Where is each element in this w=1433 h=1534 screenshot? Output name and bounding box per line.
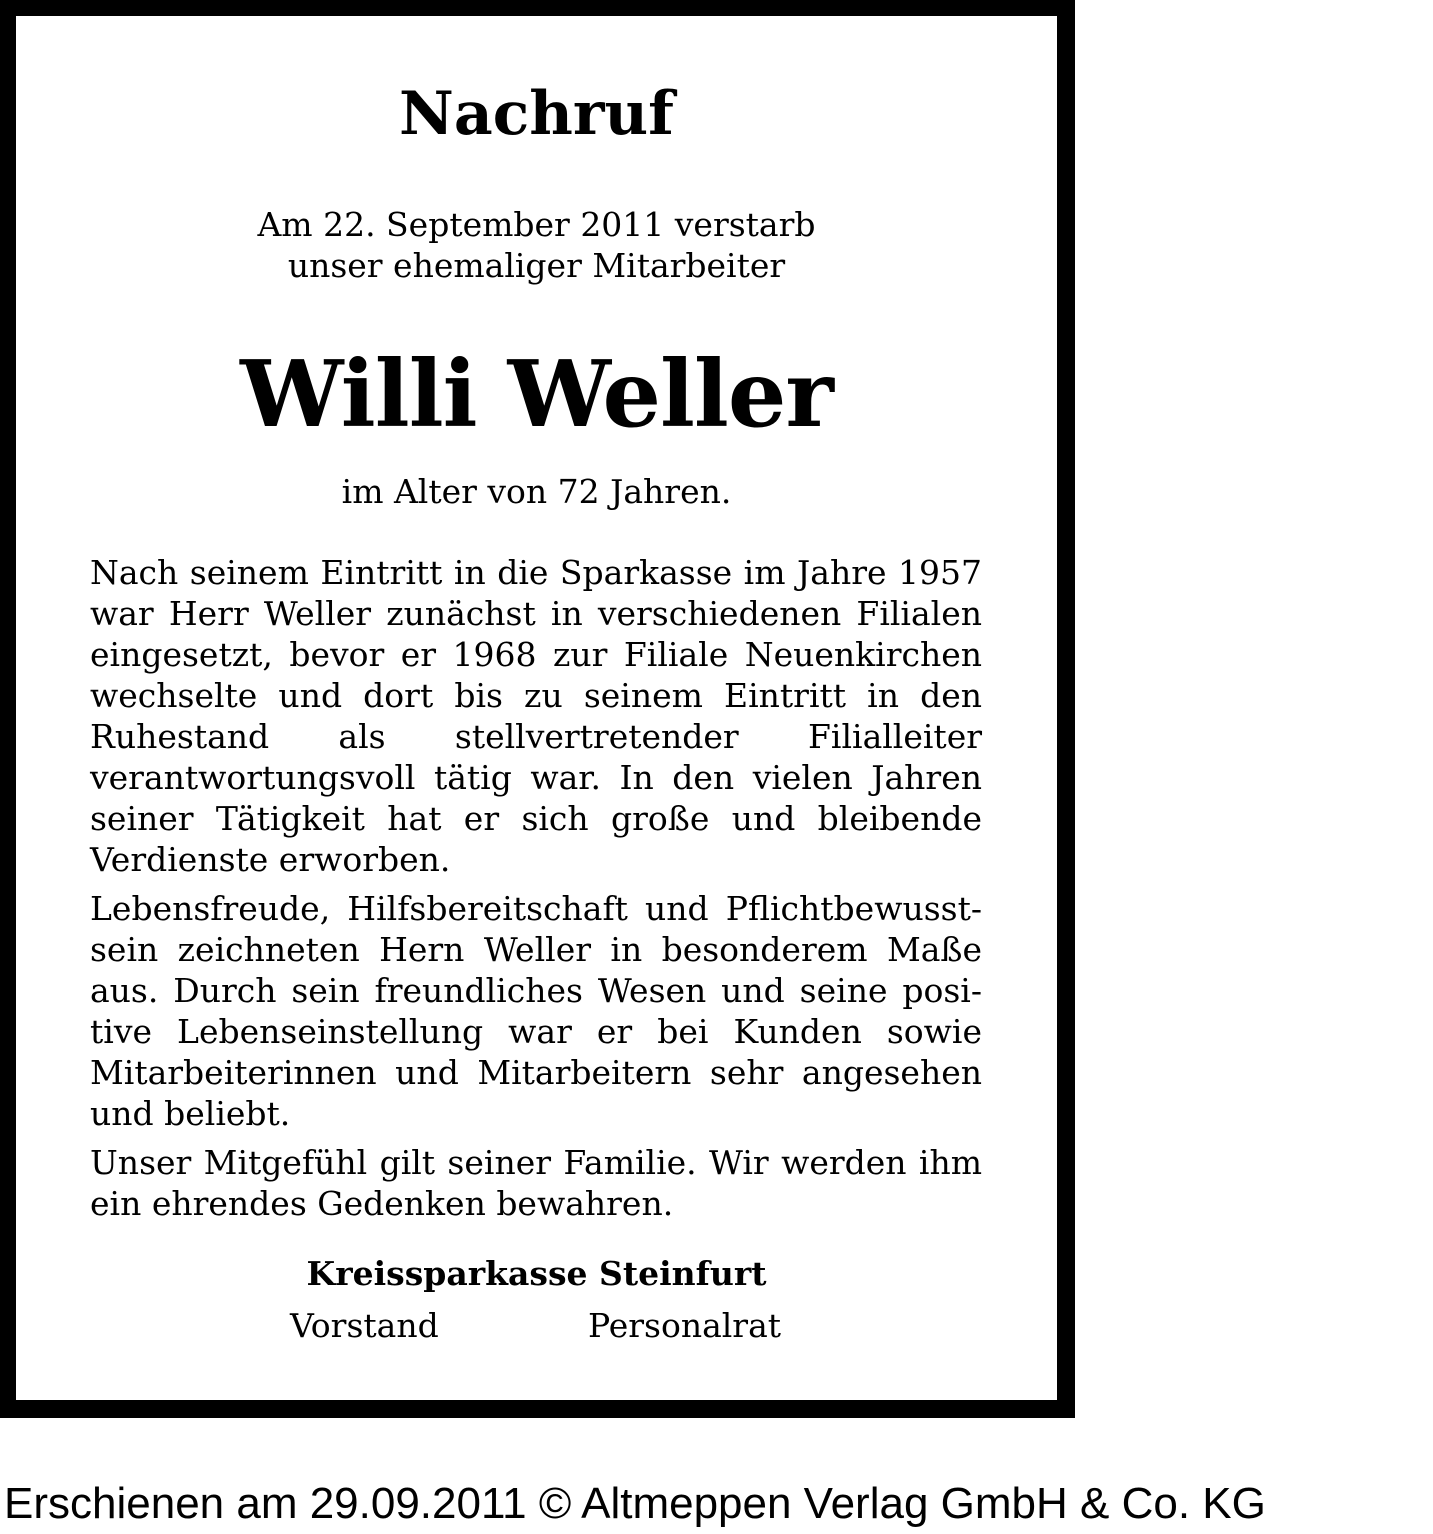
intro-line-1: Am 22. September 2011 verstarb	[257, 205, 816, 244]
organization-name: Kreissparkasse Steinfurt	[306, 1254, 767, 1293]
intro-line-2: unser ehemaliger Mitarbeiter	[287, 246, 786, 285]
signer-staff-council: Personalrat	[588, 1306, 782, 1345]
deceased-age: im Alter von 72 Jahren.	[341, 472, 732, 511]
publication-footer: Erschienen am 29.09.2011 © Altmeppen Verlag GmbH & Co. KG	[4, 1479, 1266, 1528]
deceased-name: Willi Weller	[240, 340, 833, 448]
notice-intro	[16, 204, 1057, 286]
notice-body	[90, 552, 982, 1232]
body-paragraph-2: Lebensfreude, Hilfsbereitschaft und Pflichtbewusstsein zeichneten Hern Weller in besonderem Maße aus. Durch sein freundliches Wesen und seine positive Lebenseinstellung war er bei Kunden sowie Mitarbeiterinnen und Mitarbeitern sehr angesehen und beliebt.	[90, 889, 982, 1133]
signer-board: Vorstand	[290, 1306, 439, 1345]
notice-title: Nachruf	[399, 79, 674, 149]
body-paragraph-3: Unser Mitgefühl gilt seiner Familie. Wir werden ihm ein ehrendes Gedenken bewahren.	[90, 1143, 982, 1223]
body-paragraph-1: Nach seinem Eintritt in die Sparkasse im Jahre 1957 war Herr Weller zunächst in verschiedenen Filialen eingesetzt, bevor er 1968 zur Filiale Neuenkirchen wechselte und dort bis zu seinem Eintritt in den Ruhestand als stellvertretender Filialleiter verantwortungsvoll tätig war. In den vielen Jahren seiner Tätigkeit hat er sich große und bleibende Verdienste erworben.	[90, 553, 982, 879]
